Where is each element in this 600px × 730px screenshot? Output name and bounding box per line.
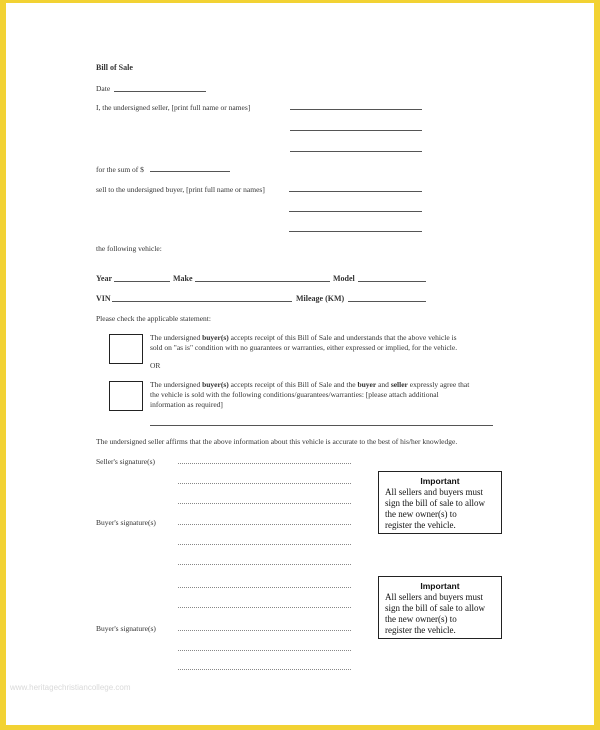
seller-name-line-1[interactable]: [290, 109, 422, 110]
buyer-signature-label-1: Buyer's signature(s): [96, 518, 156, 527]
conditions-checkbox[interactable]: [109, 381, 143, 411]
model-label: Model: [333, 274, 355, 283]
or-label: OR: [150, 361, 161, 370]
mileage-label: Mileage (KM): [296, 294, 345, 303]
important-body-1: All sellers and buyers must sign the bill of sale to allow the new owner(s) to register the vehicle.: [385, 487, 485, 530]
important-heading-2: Important: [420, 581, 460, 591]
buyer-signature-line-7[interactable]: [178, 650, 351, 651]
vin-field[interactable]: [112, 301, 292, 302]
vin-label: VIN: [96, 294, 111, 303]
important-heading-1: Important: [420, 476, 460, 486]
seller-name-line-3[interactable]: [290, 151, 422, 152]
as-is-checkbox[interactable]: [109, 334, 143, 364]
date-label: Date: [96, 84, 111, 93]
buyer-signature-line-1[interactable]: [178, 524, 351, 525]
buyer-name-label: sell to the undersigned buyer, [print full name or names]: [96, 185, 265, 194]
year-label: Year: [96, 274, 112, 283]
sum-field[interactable]: [150, 171, 230, 172]
make-field[interactable]: [195, 281, 330, 282]
seller-signature-label: Seller's signature(s): [96, 457, 156, 466]
date-field[interactable]: [114, 91, 206, 92]
seller-signature-line-2[interactable]: [178, 483, 351, 484]
buyer-signature-line-8[interactable]: [178, 669, 351, 670]
buyer-signature-line-4[interactable]: [178, 587, 351, 588]
seller-signature-line-3[interactable]: [178, 503, 351, 504]
buyer-signature-line-5[interactable]: [178, 607, 351, 608]
buyer-signature-label-2: Buyer's signature(s): [96, 624, 156, 633]
statement-1-line-2: sold on "as is" condition with no guarantees or warranties, either expressed or implied, for the vehicle.: [150, 343, 458, 352]
buyer-name-line-3[interactable]: [289, 231, 422, 232]
statement-2-line-3: information as required]: [150, 400, 223, 409]
statement-2-line-2: the vehicle is sold with the following conditions/guarantees/warranties: [please attach additional: [150, 390, 439, 399]
statement-1-line-1: The undersigned buyer(s) accepts receipt of this Bill of Sale and understands that the above vehicle is: [150, 333, 457, 342]
buyer-signature-line-3[interactable]: [178, 564, 351, 565]
buyer-name-line-2[interactable]: [289, 211, 422, 212]
affirmation-text: The undersigned seller affirms that the above information about this vehicle is accurate to the best of his/her knowledge.: [96, 437, 458, 446]
important-body-2: All sellers and buyers must sign the bill of sale to allow the new owner(s) to register the vehicle.: [385, 592, 485, 635]
seller-name-line-2[interactable]: [290, 130, 422, 131]
watermark: www.heritagechristiancollege.com: [10, 683, 131, 692]
conditions-field[interactable]: [150, 425, 493, 426]
document-title: Bill of Sale: [96, 63, 133, 72]
important-notice-1: [378, 471, 502, 534]
model-field[interactable]: [358, 281, 426, 282]
sum-label: for the sum of $: [96, 165, 144, 174]
check-instruction: Please check the applicable statement:: [96, 314, 211, 323]
vehicle-label: the following vehicle:: [96, 244, 162, 253]
statement-2-line-1: The undersigned buyer(s) accepts receipt of this Bill of Sale and the buyer and seller expressly agree that: [150, 380, 470, 389]
buyer-name-line-1[interactable]: [289, 191, 422, 192]
year-field[interactable]: [114, 281, 170, 282]
mileage-field[interactable]: [348, 301, 426, 302]
make-label: Make: [173, 274, 193, 283]
important-notice-2: [378, 576, 502, 639]
buyer-signature-line-6[interactable]: [178, 630, 351, 631]
seller-signature-line-1[interactable]: [178, 463, 351, 464]
seller-name-label: I, the undersigned seller, [print full name or names]: [96, 103, 251, 112]
buyer-signature-line-2[interactable]: [178, 544, 351, 545]
